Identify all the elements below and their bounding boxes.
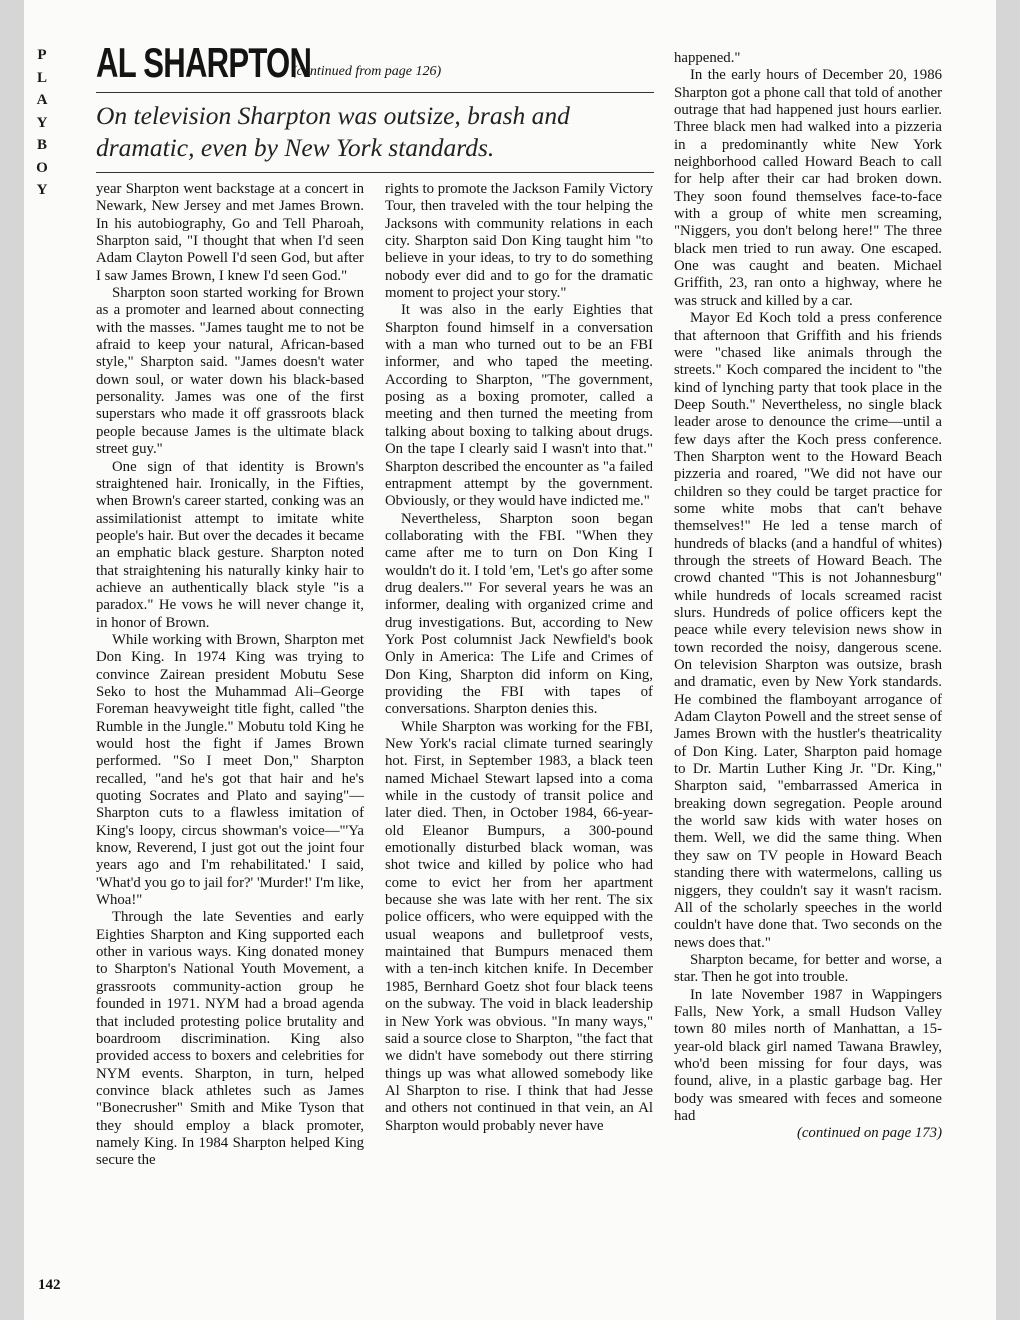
column-paragraph: Sharpton became, for better and worse, a star. Then he got into trouble. (674, 951, 942, 986)
article-header (96, 38, 656, 88)
column-paragraph: While working with Brown, Sharpton met Don King. In 1974 King was trying to convince Zairean president Mobutu Sese Seko to host the Muhammad Ali–George Foreman heavyweight title fight, called "the Rumble in the Jungle." Mobutu told King he would host the fight if James Brown performed. "So I meet Don," Sharpton recalled, "and he's got that hair and he's quoting Socrates and Plato and saying"—Sharpton cuts to a flawless imitation of King's loopy, circus showman's voice—"'Ya know, Reverend, I just got out the joint four years ago and I'm rehabilitated.' I said, 'What'd you go to jail for?' 'Murder!' I'm like, Whoa!" (96, 631, 364, 909)
page-number: 142 (38, 1277, 61, 1293)
text-column-3 (674, 50, 942, 1143)
text-column-1 (96, 181, 364, 1170)
continued-from-note: (continued from page 126) (292, 64, 442, 79)
brand-letter: Y (36, 182, 48, 198)
column-paragraph: Nevertheless, Sharpton soon began collaborating with the FBI. "When they came after me to turn on Don King I wouldn't do it. I told 'em, 'Let's go after some drug dealers.'" For several years he was an informer, dealing with organized crime and drug investigations. But, according to New York Post columnist Jack Newfield's book Only in America: The Life and Crimes of Don King, Sharpton did inform on King, providing the FBI with tapes of conversations. Sharpton denies this. (385, 510, 653, 718)
column-paragraph: Sharpton soon started working for Brown as a promoter and learned about connecting with the masses. "James taught me to not be afraid to keep your natural, African-based style," Sharpton said. "James doesn't water down soul, or water down his black-based personality. James was one of the first superstars who made it off grassroots black people because James is the ultimate black street guy." (96, 285, 364, 458)
brand-letter: A (36, 92, 48, 108)
brand-letter: B (36, 137, 47, 153)
column-paragraph: Through the late Seventies and early Eighties Sharpton and King supported each other in various ways. King donated money to Sharpton's National Youth Movement, a grassroots community-action group he founded in 1971. NYM had a broad agenda that included protesting police brutality and boardroom discrimination. King also provided access to boxers and celebrities for NYM events. Sharpton, in turn, helped convince black athletes such as James "Bonecrusher" Smith and Mike Tyson that they should employ a black promoter, namely King. In 1984 Sharpton helped King secure the (96, 909, 364, 1169)
column-paragraph: happened." (674, 50, 741, 66)
header-rule-top (96, 92, 654, 93)
column-paragraph: It was also in the early Eighties that Sharpton found himself in a conversation with a man who turned out to be an FBI informer, and who taped the meeting. According to Sharpton, "The government, posing as a boxing promoter, called a meeting and then turned the meeting from talking about boxing to talking about drugs. On the tape I clearly said I wasn't into that." Sharpton described the encounter as "a failed entrapment attempt by the government. Obviously, or they would have indicted me." (385, 302, 653, 510)
magazine-side-brand (30, 44, 54, 202)
header-rule-bottom (96, 172, 654, 173)
brand-letter: O (36, 159, 48, 176)
column-paragraph: Mayor Ed Koch told a press conference that afternoon that Griffith and his friends were "chased like animals through the streets." Koch compared the incident to "the kind of lynching party that took place in the Deep South." Nevertheless, no single black leader arose to denounce the crime—until a few days after the Koch press conference. Then Sharpton went to the Howard Beach pizzeria and roared, "We did not have our children so they could be target practice for some white mobs that can't behave themselves!" He led a tense march of hundreds of blacks (and a handful of whites) through the streets of Howard Beach. The crowd chanted "This is not Johannesburg" while hundreds of locals screamed racist slurs. Hundreds of police officers kept the peace while every television news show in town recorded the noisy, dangerous scene. On television Sharpton was outsize, brash and dramatic, even by New York standards. He combined the flamboyant arrogance of Adam Clayton Powell and the street sense of James Brown with the hustler's theatricality of Don King. Later, Sharpton paid homage to Dr. Martin Luther King Jr. "Dr. King," Sharpton said, "embarrassed America in breaking down segregation. People around the world saw kids with water hoses on them. Well, we did the same thing. When they saw on TV people in Howard Beach standing there with watermelons, calling us niggers, they couldn't say it wasn't racism. All of the scholarly speeches in the world couldn't have done that. Two seconds on the news does that." (674, 310, 942, 951)
column-paragraph: year Sharpton went backstage at a concert in Newark, New Jersey and met James Brown. In his autobiography, Go and Tell Pharoah, Sharpton said, "I thought that when I'd seen Adam Clayton Powell I'd seen God, but after I saw James Brown, I knew I'd seen God." (96, 181, 364, 284)
brand-letter: L (36, 69, 47, 86)
column-paragraph: While Sharpton was working for the FBI, New York's racial climate turned searingly hot. First, in September 1983, a black teen named Michael Stewart lapsed into a coma while in the custody of transit police and later died. Then, in October 1984, 66-year-old Eleanor Bumpurs, a 300-pound emotionally disturbed black woman, was shot twice and killed by police who had come to evict her from her apartment because she was late with her rent. The six police officers, who were equipped with the usual weapons and bulletproof vests, maintained that Bumpurs menaced them with a ten-inch kitchen knife. In December 1985, Bernhard Goetz shot four black teens on the subway. The void in black leadership in New York was obvious. "In many ways," said a source close to Sharpton, "the fact that we didn't have somebody out there stirring things up was what allowed somebody like Al Sharpton to rise. I think that had Jesse and others not continued in that vein, an Al Sharpton would probably never have (385, 718, 653, 1134)
text-column-2 (385, 181, 653, 1135)
article-title: AL SHARPTON (96, 39, 312, 86)
brand-letters (30, 44, 54, 202)
column-paragraph: In late November 1987 in Wappingers Falls, New York, a small Hudson Valley town 80 miles north of Manhattan, a 15-year-old black girl named Tawana Brawley, who'd been missing for four days, was found, alive, in a plastic garbage bag. Her body was smeared with feces and someone had (674, 986, 942, 1124)
column-paragraph: One sign of that identity is Brown's straightened hair. Ironically, in the Fifties, when Brown's career started, conking was an assimilationist attempt to imitate white people's hair. But over the decades it became an emphatic black gesture. Sharpton noted that straightening his naturally kinky hair to achieve an authentically black style "is a paradox." He vows he will never change it, in honor of Brown. (96, 458, 364, 631)
column-paragraph: In the early hours of December 20, 1986 Sharpton got a phone call that told of another outrage that had happened just hours earlier. Three black men had walked into a pizzeria in a predominantly white New York neighborhood called Howard Beach to call for help after their car had broken down. They soon found themselves face-to-face with a group of white men screaming, "Niggers, you don't belong here!" The three black men tried to run away. One escaped. One was caught and beaten. Michael Griffith, 23, ran onto a highway, where he was struck and killed by a car. (674, 67, 942, 309)
brand-letter: P (37, 47, 47, 63)
pull-quote: On television Sharpton was outsize, brash and dramatic, even by New York standards. (96, 101, 570, 162)
continued-to-note: (continued on page 173) (796, 1125, 942, 1142)
column-paragraph: rights to promote the Jackson Family Victory Tour, then traveled with the tour helping the Jacksons with community relations in each city. Sharpton said Don King taught him "to believe in your ideas, to try to do something nobody ever did and to go for the dramatic moment to project your story." (385, 181, 653, 302)
brand-letter: Y (36, 114, 48, 131)
